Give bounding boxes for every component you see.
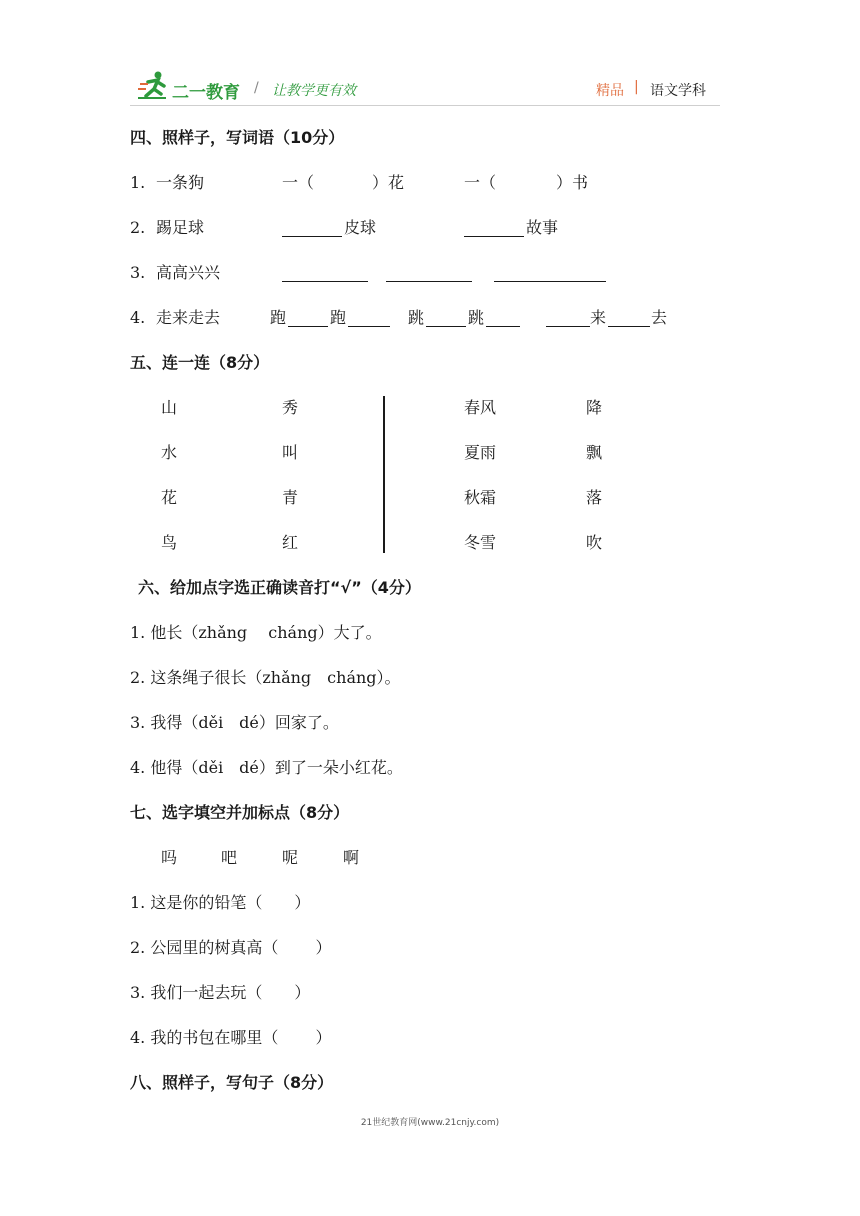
fill-suffix: ）书 (556, 173, 589, 192)
word-part: 来 (590, 308, 607, 327)
answer-blank[interactable] (348, 310, 390, 327)
page-footer: 21世纪教育网(www.21cnjy.com) (360, 1118, 500, 1128)
choice-word: 吗 (161, 848, 178, 867)
answer-blank[interactable] (608, 310, 650, 327)
match-item[interactable]: 叫 (282, 443, 299, 462)
header-badge-separator: | (634, 79, 639, 95)
quality-badge: 精品 (596, 83, 624, 99)
match-item[interactable]: 鸟 (161, 533, 178, 552)
reading-item: 3. 我得（děi dé）回家了。 (130, 713, 339, 732)
match-item[interactable]: 飘 (586, 443, 603, 462)
match-item[interactable]: 青 (282, 488, 299, 507)
match-item[interactable]: 红 (282, 533, 299, 552)
match-item[interactable]: 冬雪 (464, 533, 497, 552)
header-rule (130, 105, 720, 106)
section-7-title: 七、选字填空并加标点（8分） (130, 803, 350, 822)
logo-text: 二一教育 (172, 83, 240, 103)
header-divider: / (254, 80, 259, 96)
answer-blank[interactable] (464, 220, 524, 237)
fill-suffix: ）花 (372, 173, 405, 192)
fill-item: 4. 我的书包在哪里（ ） (130, 1028, 332, 1047)
fill-prefix: 一（ (282, 173, 315, 192)
row-number: 1. (130, 173, 146, 192)
section-4-title: 四、照样子，写词语（10分） (130, 128, 345, 147)
reading-item: 1. 他长（zhǎng cháng）大了。 (130, 623, 382, 642)
match-item[interactable]: 吹 (586, 533, 603, 552)
match-item[interactable]: 夏雨 (464, 443, 497, 462)
match-item[interactable]: 水 (161, 443, 178, 462)
example-word: 走来走去 (156, 308, 221, 327)
answer-blank[interactable] (288, 310, 328, 327)
match-item[interactable]: 落 (586, 488, 603, 507)
match-item[interactable]: 春风 (464, 398, 497, 417)
runner-logo-icon (136, 70, 170, 102)
choice-word: 吧 (221, 848, 238, 867)
word-part: 跑 (330, 308, 347, 327)
example-word: 踢足球 (156, 218, 205, 237)
fill-prefix: 一（ (464, 173, 497, 192)
answer-blank[interactable] (386, 265, 472, 282)
match-item[interactable]: 秀 (282, 398, 299, 417)
word-part: 跳 (408, 308, 425, 327)
word-part: 跳 (468, 308, 485, 327)
match-item[interactable]: 秋霜 (464, 488, 497, 507)
answer-blank[interactable] (486, 310, 520, 327)
example-word: 高高兴兴 (156, 263, 221, 282)
section-8-title: 八、照样子，写句子（8分） (130, 1073, 334, 1092)
answer-blank[interactable] (282, 220, 342, 237)
row-number: 2. (130, 218, 146, 237)
fill-item: 3. 我们一起去玩（ ） (130, 983, 311, 1002)
fill-suffix: 故事 (526, 218, 559, 237)
match-item[interactable]: 降 (586, 398, 603, 417)
section-6-title: 六、给加点字选正确读音打“√”（4分） (138, 578, 421, 597)
example-word: 一条狗 (156, 173, 205, 192)
answer-blank[interactable] (546, 310, 590, 327)
reading-item: 4. 他得（děi dé）到了一朵小红花。 (130, 758, 403, 777)
header-slogan: 让教学更有效 (272, 83, 356, 99)
matching-divider (383, 396, 385, 553)
fill-suffix: 皮球 (344, 218, 377, 237)
choice-word: 呢 (282, 848, 299, 867)
answer-blank[interactable] (426, 310, 466, 327)
fill-item: 2. 公园里的树真高（ ） (130, 938, 332, 957)
answer-blank[interactable] (282, 265, 368, 282)
match-item[interactable]: 山 (161, 398, 178, 417)
subject-label: 语文学科 (650, 83, 706, 99)
choice-word: 啊 (343, 848, 360, 867)
row-number: 3. (130, 263, 146, 282)
word-part: 去 (651, 308, 668, 327)
word-part: 跑 (270, 308, 287, 327)
section-5-title: 五、连一连（8分） (130, 353, 270, 372)
reading-item: 2. 这条绳子很长（zhǎng cháng）。 (130, 668, 401, 687)
row-number: 4. (130, 308, 146, 327)
fill-item: 1. 这是你的铅笔（ ） (130, 893, 311, 912)
answer-blank[interactable] (494, 265, 606, 282)
match-item[interactable]: 花 (161, 488, 178, 507)
